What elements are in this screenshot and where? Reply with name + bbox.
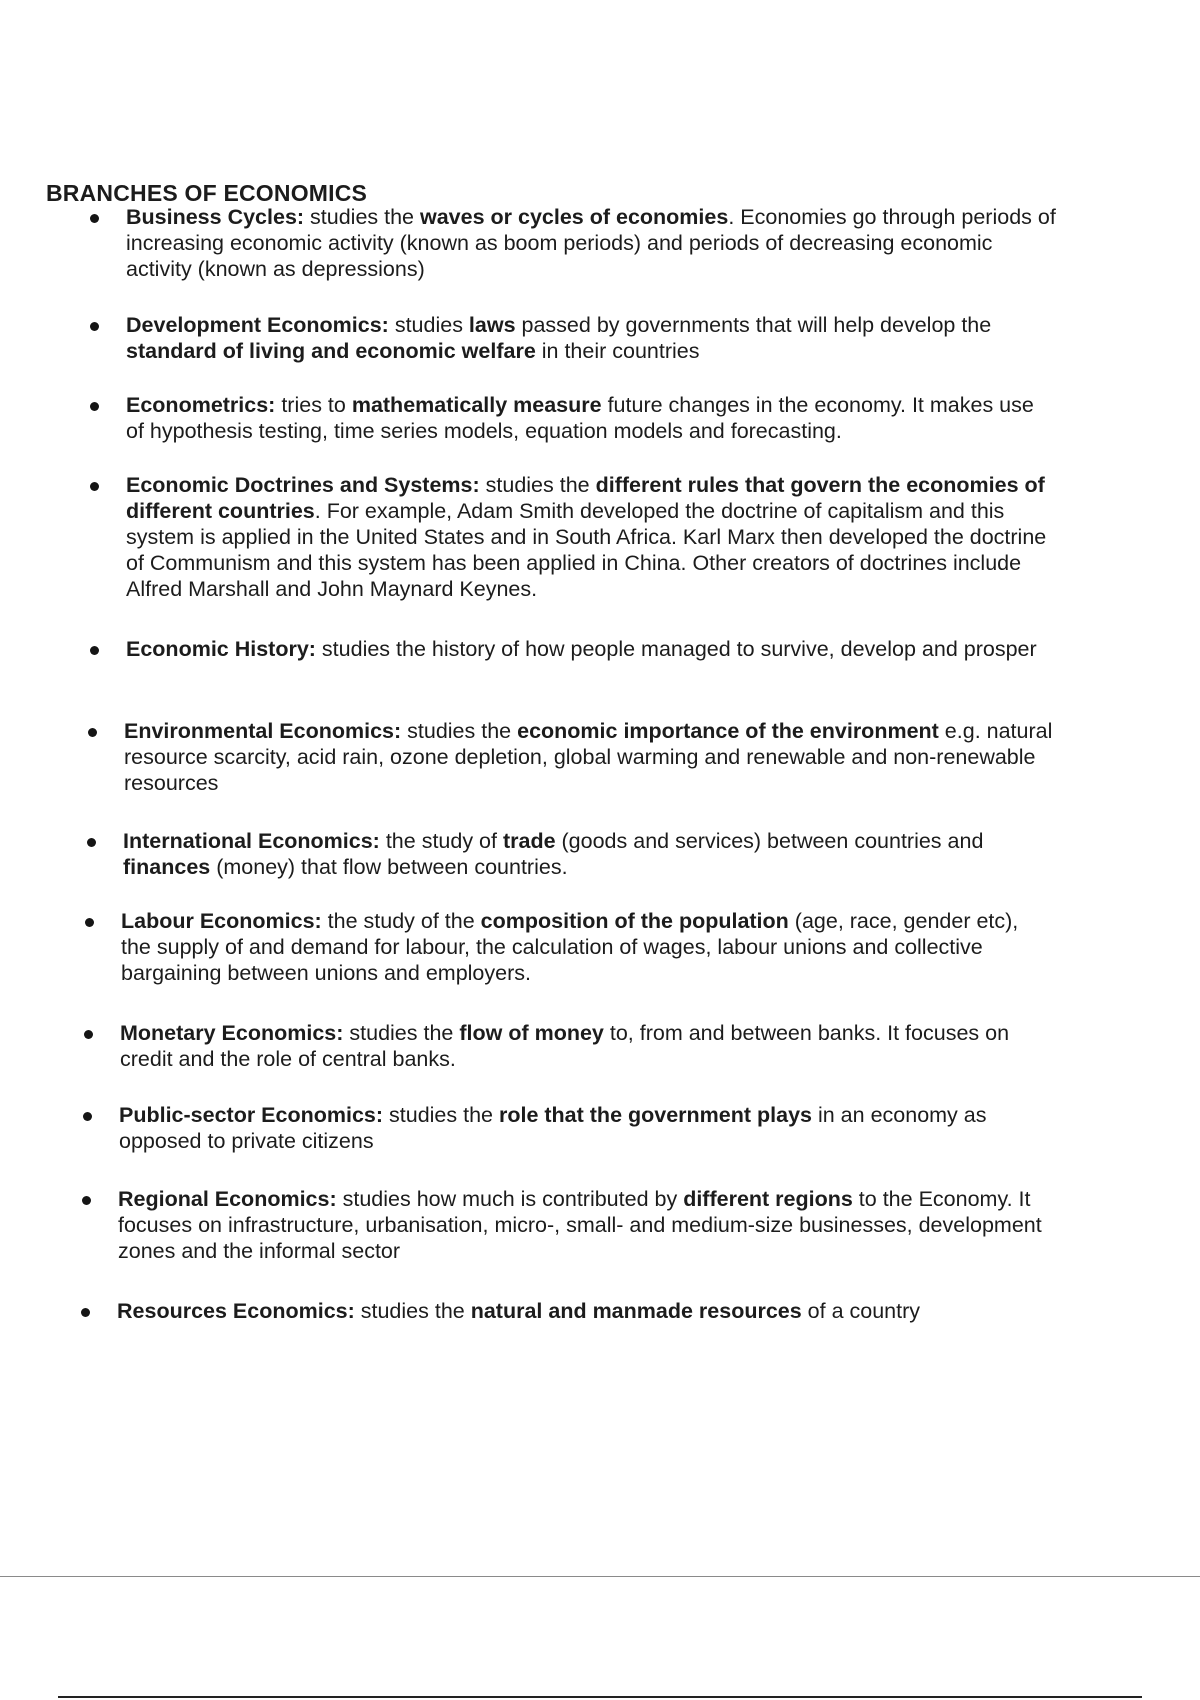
emphasis-text: Public-sector Economics: — [119, 1103, 384, 1127]
list-item — [126, 392, 1056, 444]
bullet-icon — [83, 1112, 92, 1121]
body-text: future changes in the economy. It makes use of hypothesis testing, time series models, equation models and forecasting. — [126, 393, 1034, 443]
list-item — [118, 1186, 1048, 1264]
bullet-icon — [87, 838, 96, 847]
list-item — [121, 908, 1051, 986]
emphasis-text: flow of money — [459, 1021, 604, 1045]
branch-description — [120, 1021, 1009, 1071]
body-text: studies the — [479, 473, 596, 497]
body-text: studies the — [304, 205, 420, 229]
horizontal-divider — [0, 1576, 1200, 1577]
list-item — [124, 718, 1054, 796]
emphasis-text: Environmental Economics: — [124, 719, 402, 743]
bullet-icon — [90, 322, 99, 331]
branch-description — [126, 393, 1034, 443]
body-text: the study of the — [321, 909, 481, 933]
bullet-icon — [90, 402, 99, 411]
list-item — [126, 204, 1056, 282]
bullet-icon — [81, 1308, 90, 1317]
body-text: studies the — [354, 1299, 471, 1323]
emphasis-text: Labour Economics: — [121, 909, 322, 933]
bullet-icon — [85, 918, 94, 927]
branch-description — [119, 1103, 987, 1153]
branch-description — [126, 205, 1056, 281]
body-text: in their countries — [535, 339, 700, 363]
list-item — [117, 1298, 1047, 1324]
emphasis-text: waves or cycles of economies — [420, 205, 729, 229]
body-text: studies — [388, 313, 469, 337]
emphasis-text: different rules that govern the economies of different countries — [126, 473, 1045, 523]
emphasis-text: Development Economics: — [126, 313, 389, 337]
body-text: (age, race, gender etc), the supply of and demand for labour, the calculation of wages, labour unions and collective bargaining between unions and employers. — [121, 909, 1019, 985]
emphasis-text: trade — [502, 829, 556, 853]
body-text: (money) that flow between countries. — [210, 855, 568, 879]
body-text: . For example, Adam Smith developed the doctrine of capitalism and this system is applied in the United States and in South Africa. Karl Marx then developed the doctrine of Communism and this system has been applied in China. Other creators of doctrines include Alfred Marshall and John Maynard Keynes. — [126, 499, 1047, 601]
body-text: studies how much is contributed by — [336, 1187, 684, 1211]
emphasis-text: International Economics: — [123, 829, 380, 853]
body-text: of a country — [801, 1299, 921, 1323]
emphasis-text: laws — [468, 313, 516, 337]
emphasis-text: Business Cycles: — [126, 205, 305, 229]
list-item — [126, 472, 1056, 602]
bullet-icon — [88, 728, 97, 737]
body-text: to, from and between banks. It focuses on credit and the role of central banks. — [120, 1021, 1010, 1071]
list-item — [119, 1102, 1049, 1154]
body-text: to the Economy. It focuses on infrastructure, urbanisation, micro-, small- and medium-size businesses, development zones and the informal sector — [118, 1187, 1042, 1263]
emphasis-text: composition of the population — [480, 909, 789, 933]
emphasis-text: finances — [123, 855, 211, 879]
branch-description — [123, 829, 983, 879]
body-text: (goods and services) between countries and — [555, 829, 984, 853]
emphasis-text: Monetary Economics: — [120, 1021, 344, 1045]
emphasis-text: natural and manmade resources — [470, 1299, 802, 1323]
bullet-icon — [84, 1030, 93, 1039]
list-item — [123, 828, 1053, 880]
page-heading: BRANCHES OF ECONOMICS — [46, 180, 368, 206]
emphasis-text: standard of living and economic welfare — [126, 339, 536, 363]
emphasis-text: Regional Economics: — [118, 1187, 337, 1211]
body-text: e.g. natural resource scarcity, acid rain, ozone depletion, global warming and renewable and non-renewable resources — [124, 719, 1053, 795]
body-text: studies the — [343, 1021, 460, 1045]
emphasis-text: economic importance of the environment — [517, 719, 939, 743]
body-text: studies the history of how people managed to survive, develop and prosper — [315, 637, 1037, 661]
bullet-icon — [90, 214, 99, 223]
body-text: passed by governments that will help develop the — [515, 313, 992, 337]
bullet-icon — [82, 1196, 91, 1205]
branch-description — [118, 1187, 1042, 1263]
branch-description — [124, 719, 1052, 795]
branch-description — [126, 313, 991, 363]
body-text: tries to — [275, 393, 352, 417]
emphasis-text: Resources Economics: — [117, 1299, 355, 1323]
branch-description — [117, 1299, 920, 1323]
branch-description — [121, 909, 1018, 985]
list-item — [126, 312, 1056, 364]
body-text: the study of — [379, 829, 503, 853]
branch-description — [126, 637, 1037, 661]
bottom-rule — [58, 1696, 1142, 1698]
bullet-icon — [90, 482, 99, 491]
emphasis-text: mathematically measure — [351, 393, 602, 417]
bullet-icon — [90, 646, 99, 655]
emphasis-text: different regions — [683, 1187, 853, 1211]
body-text: in an economy as opposed to private citizens — [119, 1103, 987, 1153]
body-text: studies the — [401, 719, 518, 743]
list-item — [126, 636, 1056, 662]
emphasis-text: role that the government plays — [498, 1103, 812, 1127]
emphasis-text: Economic History: — [126, 637, 316, 661]
branch-description — [126, 473, 1046, 601]
emphasis-text: Econometrics: — [126, 393, 276, 417]
emphasis-text: Economic Doctrines and Systems: — [126, 473, 480, 497]
body-text: studies the — [383, 1103, 499, 1127]
body-text: . Economies go through periods of increasing economic activity (known as boom periods) and periods of decreasing economic activity (known as depressions) — [126, 205, 1056, 281]
list-item — [120, 1020, 1050, 1072]
